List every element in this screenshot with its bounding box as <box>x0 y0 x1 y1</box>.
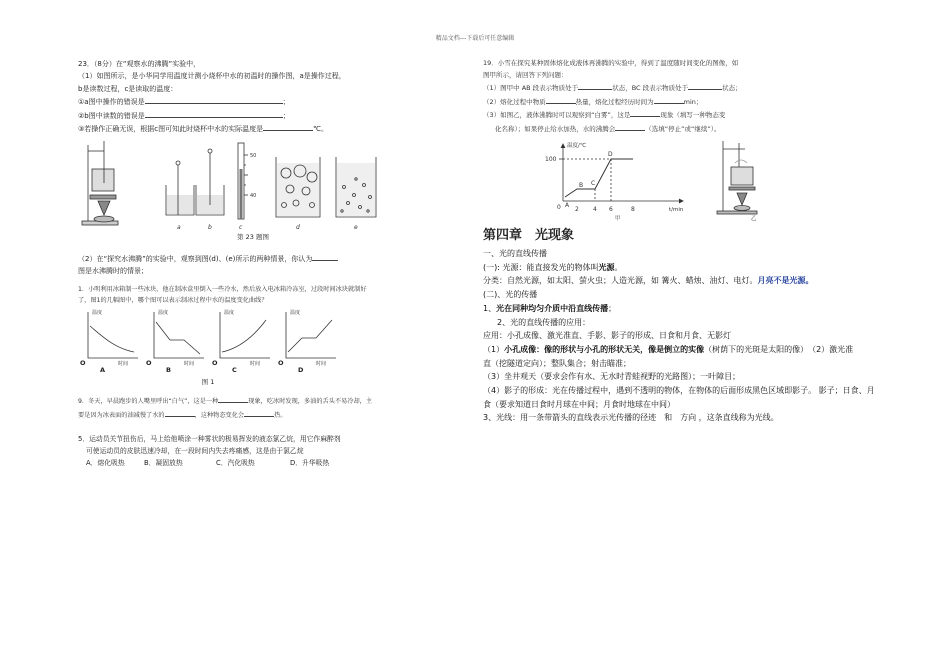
q19-text: 状态，BC 段表示物质处于 <box>612 84 689 92</box>
page-header: 精品文档---下载后可任意编辑 <box>435 35 515 42</box>
graph-point-d: D <box>608 151 613 158</box>
q9-block <box>78 394 428 420</box>
q9-line2 <box>78 408 428 421</box>
graph-xtick-8: 8 <box>631 206 635 213</box>
answer-blank[interactable] <box>312 252 338 261</box>
laser-line: 直（挖隧道定向）；整队集合；射击瞄准； <box>483 358 631 368</box>
graph-c-origin: O <box>212 359 218 368</box>
law-text: 光在同种均匀介质中沿直线传播 <box>496 303 609 313</box>
q1-graphs-svg <box>78 306 338 374</box>
frog-line: （3）坐井观天（要求会作有水、无水时青蛙视野的光路图）；一叶障目； <box>483 372 741 382</box>
thermometer-c <box>238 143 248 219</box>
q9-text4: ，这种物态变化会 <box>194 411 245 419</box>
q23-line1: （1）如图所示，是小华同学用温度计测小烧杯中水的初温时的操作图，a是操作过程， <box>78 72 346 81</box>
q19-text: （1）图甲中 AB 段表示物质处于 <box>483 84 579 92</box>
q23-figure <box>78 139 428 235</box>
q9-line1 <box>78 394 428 407</box>
q5-option-d[interactable]: D．升华吸热 <box>290 458 330 467</box>
q19-line4 <box>483 95 903 109</box>
q19-text: （选填“停止”或“继续”）。 <box>645 124 721 133</box>
graph-a-origin: O <box>80 359 86 368</box>
answer-blank[interactable] <box>615 122 645 131</box>
graph-d-curve <box>288 320 332 352</box>
q19-text: min； <box>683 97 703 106</box>
thermo-tick-50: 50 <box>250 153 257 160</box>
graph-a-letter: A <box>100 366 106 375</box>
q23-title: 23．（8分）在“观察水的沸腾”实验中， <box>78 60 201 68</box>
q1-block <box>78 284 428 306</box>
answer-blank[interactable] <box>578 81 612 90</box>
q23-part2-line2: 图是水沸腾时的情景； <box>78 267 148 276</box>
q5-option-a[interactable]: A．熔化吸热 <box>86 458 125 467</box>
graph-d-ylabel: 温度 <box>290 310 301 317</box>
q5-option-c[interactable]: C．汽化吸热 <box>216 458 255 467</box>
caption-jia: 甲 <box>615 216 621 221</box>
answer-blank[interactable] <box>546 95 576 104</box>
application-list: 应用：小孔成像、激光准直、手影、影子的形成、日食和月食、无影灯 <box>483 331 731 341</box>
fig-label-e: e <box>354 224 358 232</box>
light-source-def <box>483 261 903 275</box>
q19-line3 <box>483 81 903 95</box>
light-source-types <box>483 274 903 288</box>
q19-line1: 19．小雪在探究某种固体熔化成液体再沸腾的实验中，得到了温度随时间变化的图像，如 <box>483 59 739 67</box>
fig-label-b: b <box>208 224 212 232</box>
chapter-body <box>483 247 903 425</box>
fig-label-a: a <box>177 224 181 232</box>
graph-point-a: A <box>565 202 570 209</box>
graph-d-origin: O <box>278 359 284 368</box>
answer-blank[interactable] <box>263 122 313 131</box>
graph-c-letter: C <box>232 366 237 375</box>
graph-xtick-2: 2 <box>575 206 579 213</box>
q19-block <box>483 58 903 135</box>
q19-text: （2）熔化过程中物质 <box>483 97 546 106</box>
q1-figure <box>78 306 428 376</box>
q19-text: 状态； <box>722 84 742 92</box>
q23-part2-text: （2）在“探究水沸腾”的实验中，观察到图(d)、(e)所示的两种情景，你认为 <box>78 254 313 263</box>
q9-text5: 热。 <box>274 411 287 419</box>
eclipse-line: 食（要求知道日食时月球在中间；月食时地球在中间） <box>483 399 675 409</box>
q19-line2: 图甲所示，请回答下列问题： <box>483 70 568 79</box>
pinhole-text: 小孔成像：像的形状与小孔的形状无关，像是倒立的实像 <box>504 344 705 354</box>
light-source-term: 光源 <box>598 262 615 272</box>
q9-text3: 要是因为冰表面的油减慢了水的 <box>78 411 165 419</box>
moon-note: 月亮不是光源。 <box>757 276 814 286</box>
pinhole-line <box>483 343 903 357</box>
fig-label-d: d <box>296 224 300 232</box>
q19-text: 现象（填写一种物态变 <box>660 111 726 119</box>
graph-b-ylabel: 温度 <box>158 310 169 317</box>
answer-blank[interactable] <box>218 394 248 403</box>
chapter-title: 第四章 光现象 <box>483 228 575 243</box>
answer-blank[interactable] <box>654 95 684 104</box>
light-source-types-text: 分类：自然光源，如太阳、萤火虫；人造光源，如 篝火、蜡烛、油灯、电灯。 <box>483 276 758 286</box>
q23-line5 <box>78 122 428 135</box>
graph-a-ylabel: 温度 <box>92 310 103 317</box>
right-column <box>483 58 903 425</box>
graph-c-ylabel: 温度 <box>224 310 235 317</box>
q23-item1: ①a图中操作的错误是 <box>78 98 145 107</box>
fig-label-c: c <box>239 224 243 232</box>
light-source-text: (一): 光源：能直接发光的物体叫 <box>483 262 599 272</box>
q23-part2-line1 <box>78 252 428 265</box>
graph-d-xlabel: 时间 <box>316 361 327 368</box>
law-num: 1、 <box>483 303 497 313</box>
graph-xlabel: t/min <box>669 207 684 213</box>
graph-ytick-100: 100 <box>545 156 557 163</box>
temperature-graph <box>559 144 683 203</box>
graph-a-xlabel: 时间 <box>118 361 129 368</box>
graph-point-c: C <box>591 180 596 187</box>
q1-caption: 图 1 <box>201 378 215 387</box>
application-heading: 2、光的直线传播的应用： <box>497 317 591 327</box>
q5-block <box>78 433 428 469</box>
graph-c-xlabel: 时间 <box>250 361 261 368</box>
graph-ylabel: 温度/℃ <box>567 143 587 149</box>
answer-blank[interactable] <box>244 408 274 417</box>
q23-line2: b是读数过程，c是读取的温度： <box>78 84 178 93</box>
unit-celsius: ℃。 <box>313 125 328 134</box>
q23-line4: ②b图中读数的错误是 ； <box>78 109 428 122</box>
q1-line2: 了，图1的几幅图中，哪个图可以表示制冰过程中水的温度变化曲线？ <box>78 296 268 304</box>
q5-line2: 可使运动员的皮肤迅速冷却，在一段时间内失去疼痛感，这是由于氯乙烷 <box>86 446 304 455</box>
graph-b-origin: O <box>146 359 152 368</box>
q5-line1: 5．运动员关节扭伤后，马上给他喷涂一种雾状的极易挥发的液态氯乙烷，用它作麻醉剂 <box>78 434 341 443</box>
q23-item3: ③若操作正确无误，根据c图可知此时烧杯中水的实际温度是 <box>78 125 264 134</box>
graph-a-curve <box>90 326 134 352</box>
light-ray-line: 3、光线：用一条带箭头的直线表示光传播的径迹 和 方向 ，这条直线称为光线。 <box>483 413 779 423</box>
q19-line6 <box>483 122 903 136</box>
left-column <box>78 58 428 469</box>
q19-figure-svg <box>483 139 803 221</box>
section-2: (二)、光的传播 <box>483 290 538 300</box>
graph-d-letter: D <box>298 366 304 375</box>
graph-xtick-4: 4 <box>593 206 597 213</box>
light-source-end: 。 <box>614 262 623 272</box>
graph-c-axes <box>220 312 270 358</box>
beaker-b <box>196 149 224 215</box>
q19-text: （3）如图乙，液体沸腾时可以观察到“白雾”，这是 <box>483 111 631 119</box>
q19-text: 化名称）；如果停止给水加热，水的沸腾会 <box>495 124 616 133</box>
q5-options <box>78 457 428 469</box>
q19-figure <box>483 139 903 221</box>
answer-blank[interactable] <box>145 95 283 104</box>
q19-line5 <box>483 108 903 122</box>
q23-caption: 第 23 题图 <box>237 233 269 242</box>
q23-item2: ②b图中读数的错误是 <box>78 111 145 120</box>
q23-line3: ①a图中操作的错误是 ； <box>78 95 428 108</box>
pinhole-note: （树荫下的光斑是太阳的像） （2）激光准 <box>704 344 854 354</box>
section-1: 一、光的直线传播 <box>483 249 547 258</box>
beaker-a <box>166 161 194 215</box>
graph-c-curve <box>222 320 266 352</box>
answer-blank[interactable] <box>630 108 660 117</box>
caption-yi: 乙 <box>751 216 757 221</box>
q1-line1: 1．小明利用冰箱制一些冰块，他在制冰盒里倒入一些冷水，然后放入电冰箱冷冻室，过段时间冰块就制好 <box>78 285 367 293</box>
q9-text2: 现象，吃冰时发现，多油的舌头不易冷却，主 <box>248 398 373 406</box>
q19-text: 热量，熔化过程经历时间为 <box>575 97 654 106</box>
law-end: ； <box>608 303 617 313</box>
answer-blank[interactable] <box>688 81 722 90</box>
q5-option-b[interactable]: B．凝固放热 <box>144 458 183 467</box>
q9-text1: 9．冬天，早晨跑步的人嘴里呼出“白气”，这是一种 <box>78 398 219 406</box>
graph-b-letter: B <box>166 366 171 375</box>
answer-blank[interactable] <box>145 109 283 118</box>
shadow-line: （4）影子的形成：光在传播过程中，遇到不透明的物体，在物体的后面形成黑色区域即影子。 影子；日食、月 <box>483 386 875 396</box>
graph-d-axes <box>286 312 336 358</box>
graph-point-b: B <box>579 182 584 189</box>
graph-xtick-6: 6 <box>609 206 613 213</box>
thermo-tick-40: 40 <box>250 193 257 200</box>
graph-b-xlabel: 时间 <box>184 361 195 368</box>
law-line <box>483 302 903 316</box>
q23-figure-svg <box>78 139 378 231</box>
pinhole-num: （1） <box>483 344 505 354</box>
beaker-d <box>276 157 320 217</box>
boiling-apparatus-drawing <box>82 141 118 225</box>
answer-blank[interactable] <box>165 408 195 417</box>
graph-b-curve <box>156 322 200 354</box>
graph-origin: 0 <box>557 204 561 211</box>
beaker-e <box>336 157 376 217</box>
boiling-apparatus-yi <box>717 141 757 214</box>
